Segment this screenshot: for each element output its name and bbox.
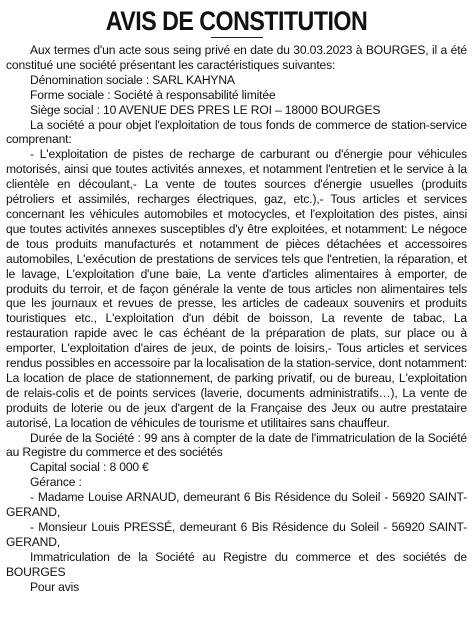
- company-name: Dénomination sociale : SARL KAHYNA: [30, 72, 235, 87]
- share-capital: Capital social : 8 000 €: [30, 460, 149, 475]
- registration: Immatriculation de la Société au Registre du commerce et des sociétés de BOURGES: [6, 549, 467, 579]
- closing: Pour avis: [30, 579, 80, 594]
- notice-body: [6, 43, 467, 595]
- management-heading: Gérance :: [30, 475, 82, 490]
- manager-2: - Monsieur Louis PRESSÉ, demeurant 6 Bis Résidence du Soleil - 56920 SAINT-GERAND,: [6, 520, 467, 549]
- purpose-intro: La société a pour objet l'exploitation de tous fonds de commerce de station-service comprenant:: [6, 117, 467, 147]
- legal-form: Forme sociale : Société à responsabilité limitée: [30, 87, 276, 102]
- notice-title: AVIS DE CONSTITUTION: [105, 6, 368, 36]
- manager-1: - Madame Louise ARNAUD, demeurant 6 Bis Résidence du Soleil - 56920 SAINT-GERAND,: [6, 490, 467, 520]
- purpose-details: - L'exploitation de pistes de recharge de carburant ou d'énergie pour véhicules motorisés, ainsi que toutes activités annexes, et notamment l'entretien et le service à la clientèle en découlant,- La vente de toutes sources d'énergie usuelles (produits pétroliers et assimilés, recharges électriques, gaz, etc.),- Tous articles et services concernant les véhicules automobiles et motocycles, et l'exploitation des pistes, ainsi que toutes activités annexes susceptibles d'y être exploitées, et notamment: Le négoce de tous produits manufacturés et notamment de pièces détachées et accessoires automobiles, L'exécution de prestations de services tels que l'entretien, la réparation, et le lavage, L'exploitation d'une baie, La vente d'articles alimentaires à emporter, de produits du terroir, et de façon générale la vente de tous articles non alimentaires tels que les journaux et revues de presse, les articles de cadeaux souvenirs et produits touristiques etc., L'exploitation d'un débit de boisson, La revente de tabac, La restauration rapide avec le cas échéant de la préparation de plats, sur place ou à emporter, L'exploitation d'aires de jeux, de points de loisirs,- Tous articles et services rendus possibles en accessoire par la localisation de la station-service, dont notamment: La location de place de stationnement, de parking privatif, ou de bureau, L'exploitation de relais-colis et de points services (laverie, documents administratifs…), La vente de produits de loterie ou de jeux d'argent de la Française des Jeux ou autre prestataire autorisé, La location de véhicules de tourisme et utilitaires sans chauffeur.: [6, 147, 467, 430]
- intro-paragraph: Aux termes d'un acte sous seing privé en date du 30.03.2023 à BOURGES, il a été constitué une société présentant les caractéristiques suivantes:: [6, 43, 467, 72]
- registered-office: Siège social : 10 AVENUE DES PRES LE ROI – 18000 BOURGES: [30, 102, 381, 117]
- duration: Durée de la Société : 99 ans à compter de la date de l'immatriculation de la Société au Registre du commerce et des sociétés: [6, 430, 467, 460]
- title-divider: [211, 37, 263, 38]
